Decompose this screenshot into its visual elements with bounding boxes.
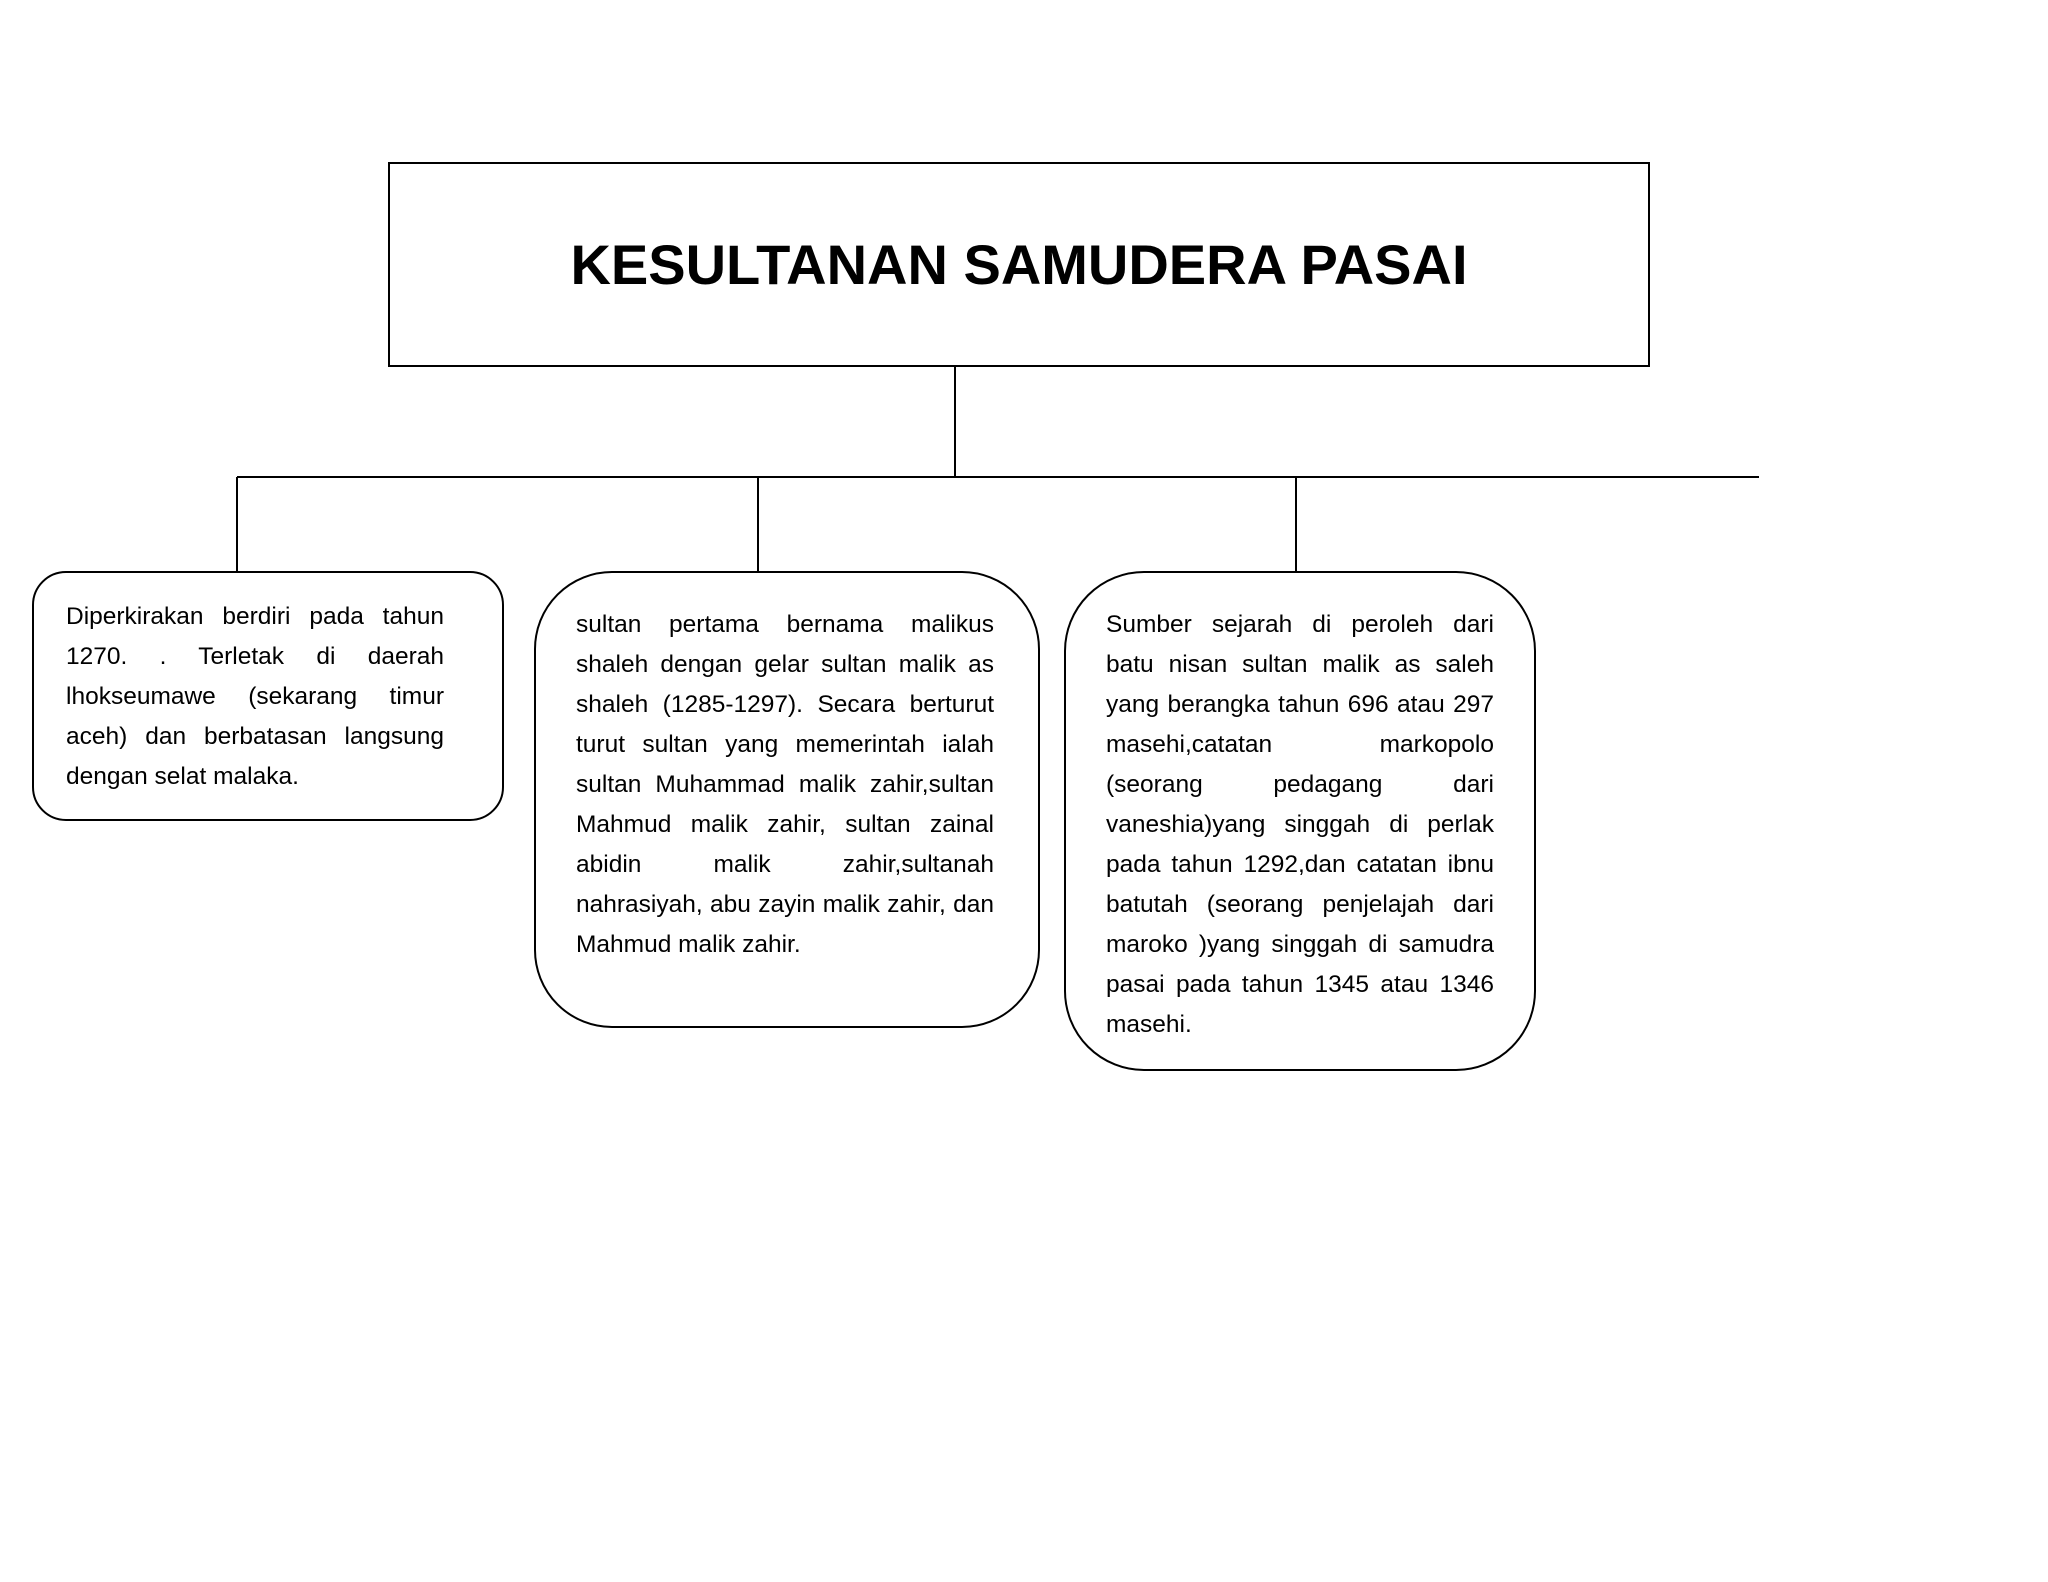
info-box-founding-text: Diperkirakan berdiri pada tahun 1270. . Terletak di daerah lhokseumawe (sekarang timur aceh) dan berbatasan langsung dengan selat malaka. — [66, 603, 444, 790]
info-box-sultans — [534, 571, 1040, 1028]
title-box — [388, 162, 1650, 367]
info-box-founding — [32, 571, 504, 821]
diagram-title: KESULTANAN SAMUDERA PASAI — [570, 233, 1468, 296]
info-box-sources — [1064, 571, 1536, 1071]
info-box-sources-text: Sumber sejarah di peroleh dari batu nisan sultan malik as saleh yang berangka tahun 696 atau 297 masehi,catatan markopolo (seorang pedagang dari vaneshia)yang singgah di perlak pada tahun 1292,dan catatan ibnu batutah (seorang penjelajah dari maroko )yang singgah di samudra pasai pada tahun 1345 atau 1346 masehi. — [1106, 611, 1494, 1038]
info-box-sultans-text: sultan pertama bernama malikus shaleh dengan gelar sultan malik as shaleh (1285-1297). Secara berturut turut sultan yang memerintah ialah sultan Muhammad malik zahir,sultan Mahmud malik zahir, sultan zainal abidin malik zahir,sultanah nahrasiyah, abu zayin malik zahir, dan Mahmud malik zahir. — [576, 611, 994, 958]
